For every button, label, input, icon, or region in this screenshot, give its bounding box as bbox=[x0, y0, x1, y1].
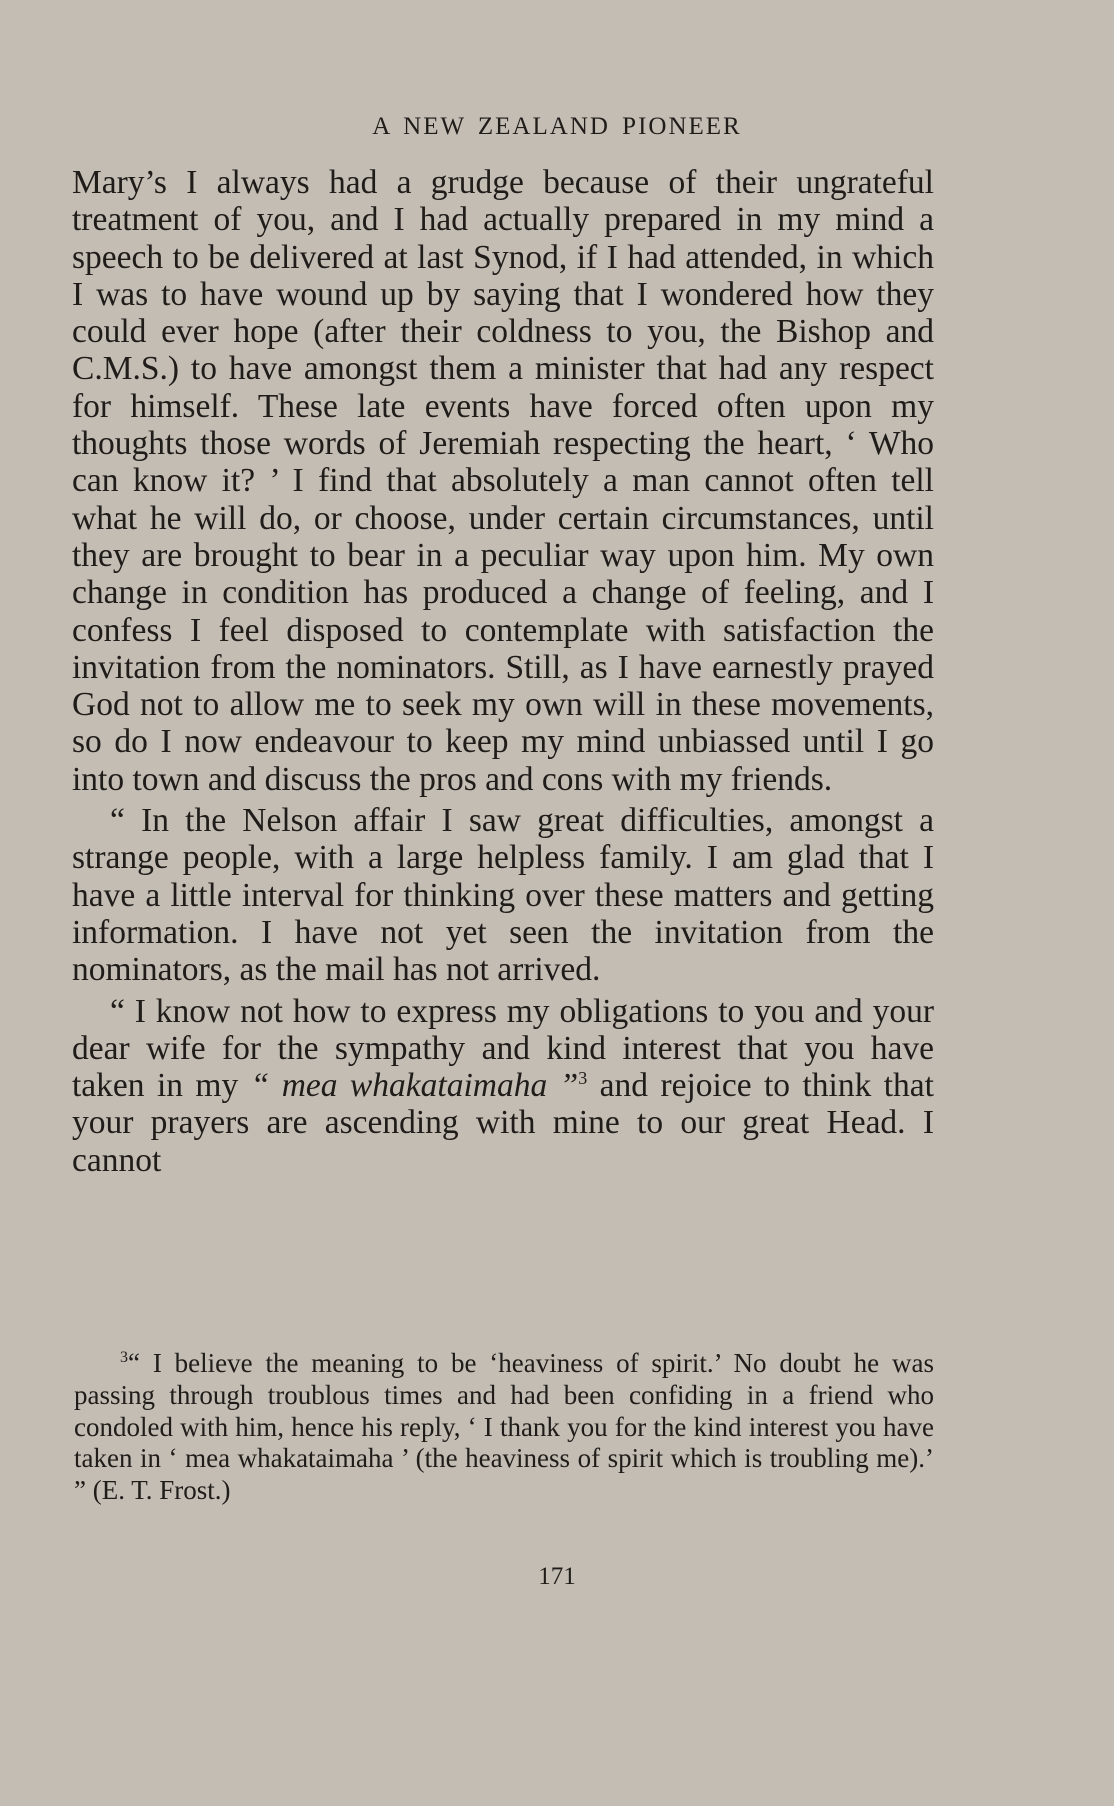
paragraph-3 bbox=[72, 993, 934, 1179]
paragraph-3-text-start: “ I know not how to express my obligations to you and your dear wife for the sympathy and kind interest that you have taken in my bbox=[72, 992, 934, 1105]
footnote-text: “ I believe the meaning to be ‘heaviness of spirit.’ No doubt he was passing through troublous times and had been confiding in a friend who condoled with him, hence his reply, ‘ I thank you for the kind interest you have taken in ‘ mea whakataimaha ’ (the heaviness of spirit which is troubling me).’ ” (E. T. Frost.) bbox=[74, 1348, 934, 1506]
footnote-marker: 3 bbox=[120, 1349, 128, 1366]
footnote bbox=[74, 1348, 934, 1507]
body-text bbox=[72, 164, 934, 1179]
paragraph-2: “ In the Nelson affair I saw great difficulties, amongst a strange people, with a large helpless family. I am glad that I have a little interval for thinking over these matters and getting information. I have not yet seen the invitation from the nominators, as the mail has not arrived. bbox=[72, 802, 934, 989]
page-number: 171 bbox=[538, 1563, 576, 1590]
paragraph-1: Mary’s I always had a grudge because of their ungrateful treatment of you, and I had actually prepared in my mind a speech to be delivered at last Synod, if I had attended, in which I was to have wound up by saying that I wondered how they could ever hope (after their coldness to you, the Bishop and C.M.S.) to have amongst them a minister that had any respect for himself. These late events have forced often upon my thoughts those words of Jeremiah respecting the heart, ‘ Who can know it? ’ I find that absolutely a man cannot often tell what he will do, or choose, under certain circumstances, until they are brought to bear in a peculiar way upon him. My own change in condition has produced a change of feeling, and I confess I feel disposed to contemplate with satisfaction the invitation from the nominators. Still, as I have earnestly prayed God not to allow me to seek my own will in these movements, so do I now endeavour to keep my mind unbiassed until I go into town and discuss the pros and cons with my friends. bbox=[72, 164, 934, 798]
footnote-reference: 3 bbox=[578, 1067, 588, 1088]
running-head: A NEW ZEALAND PIONEER bbox=[372, 113, 742, 140]
paragraph-3-text-end: and rejoice to think that your prayers are ascending with mine to our great Head. I cannot bbox=[72, 1067, 934, 1179]
maori-phrase: “ mea whakataimaha ” bbox=[250, 1067, 579, 1105]
